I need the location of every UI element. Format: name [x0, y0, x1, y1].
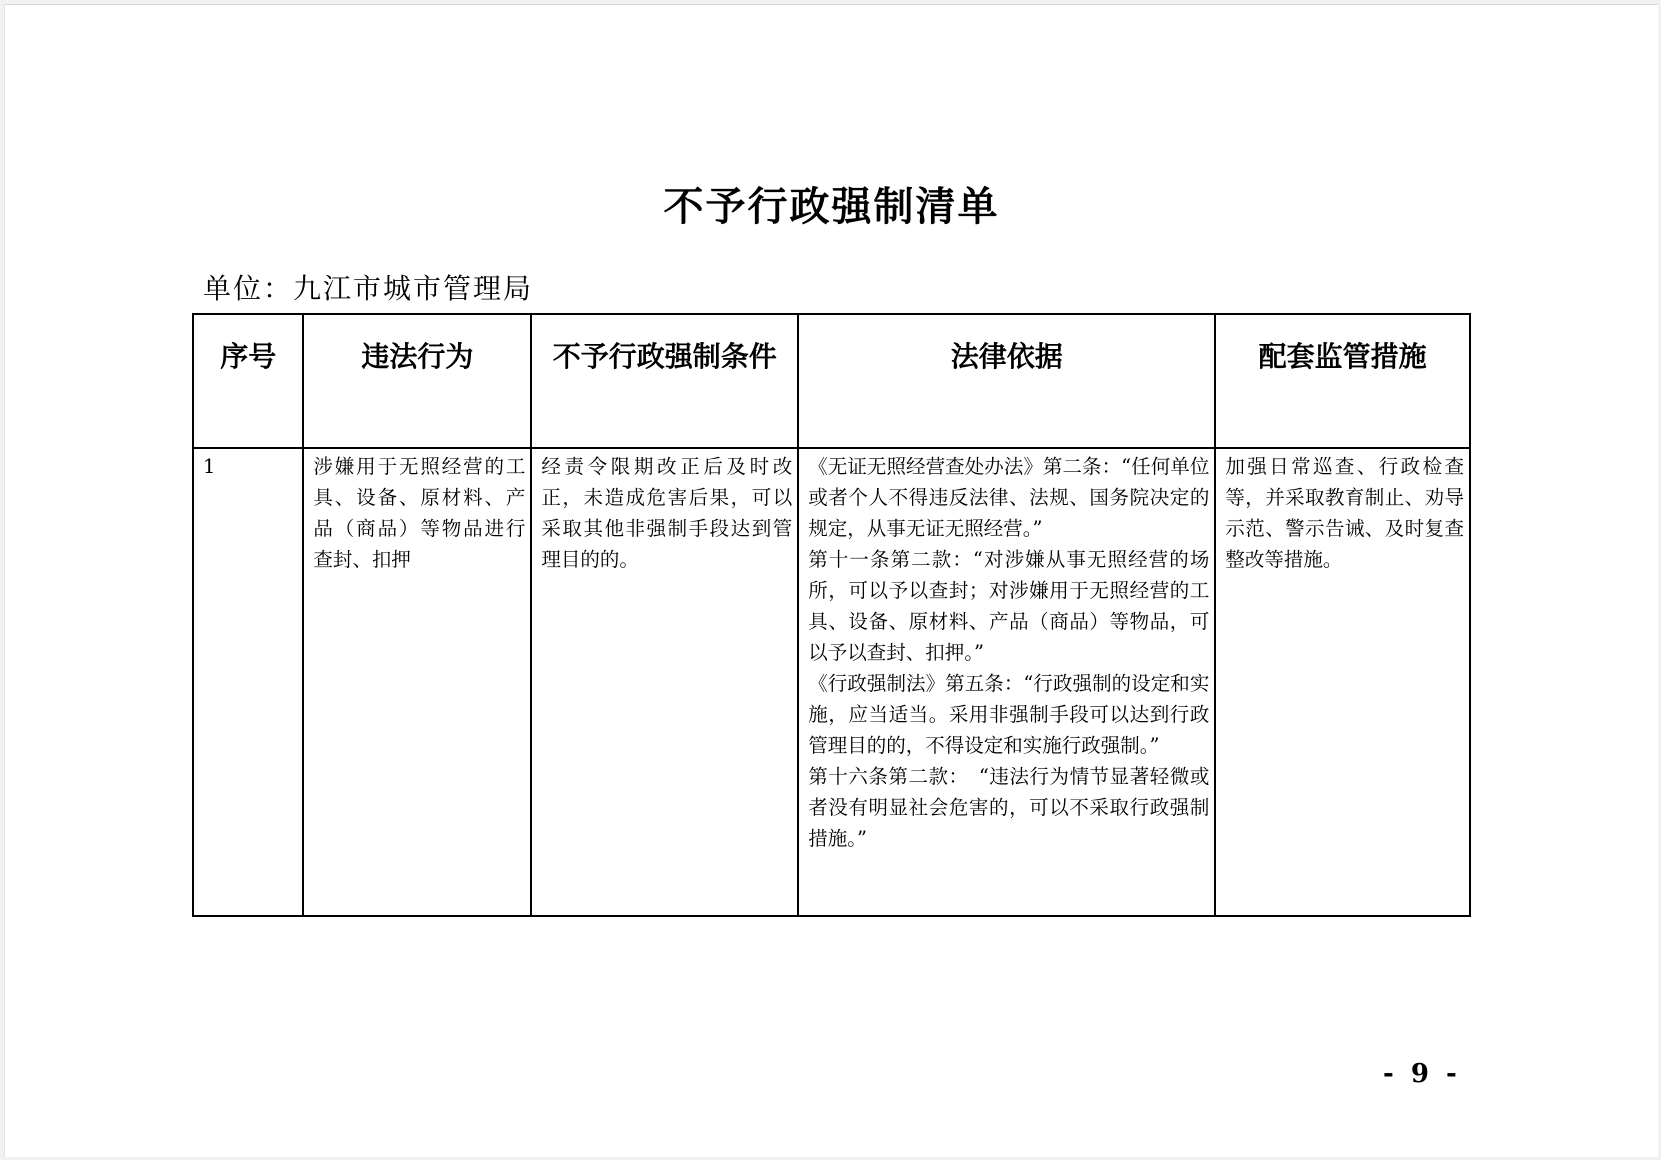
- header-condition: 不予行政强制条件: [531, 314, 798, 448]
- cell-condition: 经责令限期改正后及时改正，未造成危害后果，可以采取其他非强制手段达到管理目的的。: [531, 448, 798, 916]
- header-basis: 法律依据: [798, 314, 1215, 448]
- table-row: [193, 448, 1470, 916]
- header-measures: 配套监管措施: [1215, 314, 1470, 448]
- table-header-row: [193, 314, 1470, 448]
- cell-index: 1: [193, 448, 303, 916]
- document-title: 不予行政强制清单: [663, 184, 1000, 230]
- header-behavior: 违法行为: [303, 314, 531, 448]
- basis-paragraph: 《行政强制法》第五条：“行政强制的设定和实施，应当适当。采用非强制手段可以达到行政管理目的的，不得设定和实施行政强制。”: [808, 672, 1210, 757]
- cell-measures: 加强日常巡查、行政检查等，并采取教育制止、劝导示范、警示告诫、及时复查整改等措施。: [1215, 448, 1470, 916]
- unit-line: 单位：九江市城市管理局: [203, 272, 534, 305]
- header-index: 序号: [193, 314, 303, 448]
- document-page: [4, 4, 1658, 1157]
- basis-paragraph: 第十一条第二款：“对涉嫌从事无照经营的场所，可以予以查封；对涉嫌用于无照经营的工具、设备、原材料、产品（商品）等物品，可以予以查封、扣押。”: [808, 548, 1210, 664]
- cell-behavior: 涉嫌用于无照经营的工具、设备、原材料、产品（商品）等物品进行查封、扣押: [303, 448, 531, 916]
- page-number: - 9 -: [1383, 1059, 1461, 1089]
- basis-paragraph: 《无证无照经营查处办法》第二条：“任何单位或者个人不得违反法律、法规、国务院决定的规定，从事无证无照经营。”: [808, 455, 1210, 540]
- basis-paragraph: 第十六条第二款： “违法行为情节显著轻微或者没有明显社会危害的，可以不采取行政强制措施。”: [808, 765, 1210, 850]
- cell-basis: [798, 448, 1215, 916]
- enforcement-exemption-table: [192, 313, 1471, 917]
